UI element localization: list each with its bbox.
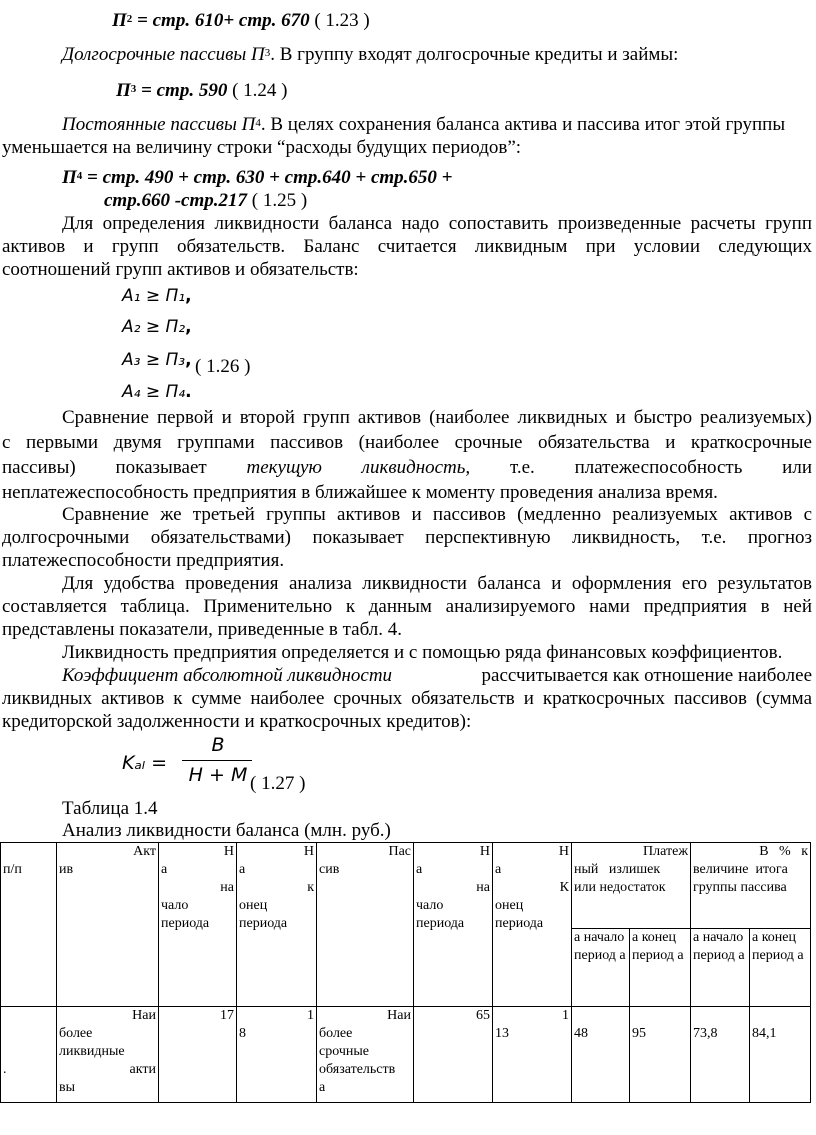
inequality-1 xyxy=(122,286,192,306)
header-start-1 xyxy=(159,843,237,1007)
fraction-bar xyxy=(182,760,252,761)
cell-text: 13 xyxy=(495,1026,509,1041)
cell-start-1 xyxy=(159,1007,237,1103)
word: т.е. xyxy=(509,457,535,478)
eq-number: ( 1.26 ) xyxy=(195,356,251,377)
cell-text: Наи xyxy=(132,1008,156,1023)
header-start-2 xyxy=(414,843,493,1007)
term: Коэффициент абсолютной ликвидности xyxy=(62,665,393,686)
header-text: а xyxy=(495,862,502,877)
eq-number: ( 1.23 ) xyxy=(309,10,370,31)
cell-text: Наи xyxy=(387,1008,411,1023)
header-percent xyxy=(691,843,811,929)
paragraph-line: платежеспособности предприятия. xyxy=(2,550,285,571)
cell-text: акти xyxy=(129,1062,156,1077)
header-aktiv xyxy=(57,843,159,1007)
header-text: Н xyxy=(558,844,569,859)
paragraph-permanent-liabilities xyxy=(62,114,785,138)
eq-number: ( 1.27 ) xyxy=(250,773,306,794)
paragraph-line: Для определения ликвидности баланса надо сопоставить произведенные расчеты групп xyxy=(62,213,812,234)
cell-text: 48 xyxy=(574,1026,588,1041)
paragraph-line xyxy=(62,665,812,687)
eq-rhs: стр.660 -стр.217 xyxy=(104,190,248,211)
table-row xyxy=(1,1007,811,1103)
equation-1-24 xyxy=(116,80,287,104)
inequality-expr: A₃ ≥ П₃ xyxy=(122,350,186,370)
header-text: периода xyxy=(495,916,544,931)
header-text: Н xyxy=(223,844,234,859)
cell-end-2 xyxy=(493,1007,572,1103)
header-text: группы пассива xyxy=(693,880,787,895)
term-sub: 3 xyxy=(264,47,271,59)
header-text: онец xyxy=(239,898,268,913)
header-text: ив xyxy=(59,862,74,877)
inequality-expr: A₁ ≥ П₁ xyxy=(122,286,186,306)
paragraph-line: Для удобства проведения анализа ликвидности баланса и оформления его результатов xyxy=(62,573,812,594)
inequality-3 xyxy=(122,350,192,370)
paragraph-line: представлены показатели, приведенные в табл. 4. xyxy=(2,619,402,640)
header-text: величине итога xyxy=(693,862,788,877)
cell-pct-end xyxy=(750,1007,811,1103)
table-title: Анализ ликвидности баланса (млн. руб.) xyxy=(62,820,391,841)
word: текущую xyxy=(246,457,322,478)
cell-start-2 xyxy=(414,1007,493,1103)
paragraph-line: долгосрочными обязательствами) показывает перспективную ликвидность, т.е. прогноз xyxy=(2,527,812,548)
header-end-1 xyxy=(237,843,317,1007)
header-text: Н xyxy=(479,844,490,859)
header-end-2 xyxy=(493,843,572,1007)
paragraph-line: составляется таблица. Применительно к данным анализируемого нами предприятия в ней xyxy=(2,596,812,617)
liquidity-table xyxy=(0,842,811,1103)
paragraph-line: Сравнение же третьей группы активов и пассивов (медленно реализуемых активов с xyxy=(62,504,812,525)
cell-text: более xyxy=(59,1026,93,1041)
header-text: Пас xyxy=(388,844,411,859)
cell-text: ликвидные xyxy=(59,1044,125,1059)
subheader-cell: а конец период а xyxy=(630,929,691,1007)
punct: , xyxy=(185,286,192,306)
header-text: Платеж xyxy=(643,844,688,859)
cell-text: 73,8 xyxy=(693,1026,718,1041)
inequality-4 xyxy=(122,382,192,402)
cell-surplus-end xyxy=(630,1007,691,1103)
cell-text: 1 xyxy=(307,1008,314,1023)
inequality-expr: A₄ ≥ П₄ xyxy=(122,382,186,402)
header-passiv xyxy=(317,843,414,1007)
paragraph-line: соотношений групп активов и обязательств: xyxy=(2,259,359,280)
header-text: или недостаток xyxy=(574,880,666,895)
subheader-cell: а начало период а xyxy=(691,929,750,1007)
equation-1-27-denominator: H + M xyxy=(188,764,248,786)
header-payment-surplus xyxy=(572,843,691,929)
header-text: ный излишек xyxy=(574,862,661,877)
cell-text: а xyxy=(319,1080,326,1095)
paragraph-line: кредиторской задолженности и краткосрочных кредитов): xyxy=(2,711,472,732)
cell-surplus-start xyxy=(572,1007,630,1103)
term-sub: 4 xyxy=(255,117,261,129)
punct: , xyxy=(185,317,192,337)
paragraph-line: Сравнение первой и второй групп активов (наиболее ликвидных и быстро реализуемых) xyxy=(62,407,812,428)
header-text: периода xyxy=(161,916,210,931)
eq-number: ( 1.25 ) xyxy=(247,190,308,211)
header-text: а xyxy=(161,862,168,877)
term: Долгосрочные пассивы П xyxy=(62,44,265,65)
paragraph-long-term-liabilities xyxy=(62,44,678,68)
header-text: на xyxy=(476,880,490,895)
paragraph-line xyxy=(2,457,812,479)
header-text: на xyxy=(220,880,234,895)
cell-text: 84,1 xyxy=(752,1026,777,1041)
header-text: онец xyxy=(495,898,524,913)
header-text: чало xyxy=(416,898,444,913)
paragraph-line: с первыми двумя группами пассивов (наиболее срочные обязательства и краткосрочные xyxy=(2,432,812,453)
eq-number: ( 1.24 ) xyxy=(227,80,288,101)
eq-lhs: П xyxy=(62,167,77,188)
word: пассивы) xyxy=(2,457,76,478)
text: рассчитывается как отношение наиболее xyxy=(481,665,812,686)
equation-1-23 xyxy=(112,10,370,34)
inequality-expr: A₂ ≥ П₂ xyxy=(122,317,186,337)
header-text: а xyxy=(416,862,423,877)
equation-1-27-lhs: Kₐₗ = xyxy=(122,752,168,774)
equation-1-27-numerator: B xyxy=(211,734,225,756)
cell-text: 8 xyxy=(239,1026,246,1041)
header-num xyxy=(1,843,57,1007)
header-text: а xyxy=(239,862,246,877)
eq-lhs: П xyxy=(112,10,127,31)
table-caption: Таблица 1.4 xyxy=(62,798,158,819)
header-text: В % к xyxy=(759,844,808,859)
header-text: К xyxy=(559,880,569,895)
word: или xyxy=(782,457,812,478)
cell-text: . xyxy=(3,1062,7,1077)
eq-sub: 2 xyxy=(126,13,133,25)
header-text: периода xyxy=(416,916,465,931)
paragraph-line: Ликвидность предприятия определяется и с помощью ряда финансовых коэффициентов. xyxy=(62,642,783,663)
paragraph-line: уменьшается на величину строки “расходы будущих периодов”: xyxy=(2,137,522,158)
subheader-cell: а начало период а xyxy=(572,929,630,1007)
eq-sub: 3 xyxy=(130,83,137,95)
eq-rhs: = стр. 590 xyxy=(136,80,228,101)
header-text: сив xyxy=(319,862,340,877)
punct: , xyxy=(185,350,192,370)
text: . В группу входят долгосрочные кредиты и займы: xyxy=(270,44,679,65)
subheader-cell: а конец период а xyxy=(750,929,811,1007)
header-text: периода xyxy=(239,916,288,931)
equation-1-25-line1 xyxy=(62,167,453,191)
word: платежеспособность xyxy=(574,457,743,478)
eq-rhs: = стр. 490 + стр. 630 + стр.640 + стр.650 + xyxy=(82,167,453,188)
text: . В целях сохранения баланса актива и пассива итог этой группы xyxy=(260,114,786,135)
term: Постоянные пассивы П xyxy=(62,114,256,135)
paragraph-line: неплатежеспособность предприятия в ближайшее к моменту проведения анализа время. xyxy=(2,482,718,503)
header-text: п/п xyxy=(3,862,22,877)
eq-lhs: П xyxy=(116,80,131,101)
table-header-row xyxy=(1,843,811,929)
header-text: Акт xyxy=(133,844,156,859)
cell-passiv xyxy=(317,1007,414,1103)
cell-num xyxy=(1,1007,57,1103)
cell-aktiv xyxy=(57,1007,159,1103)
word: показывает xyxy=(115,457,207,478)
header-text: чало xyxy=(161,898,189,913)
cell-text: вы xyxy=(59,1080,76,1095)
cell-text: 1 xyxy=(562,1008,569,1023)
eq-sub: 4 xyxy=(76,170,83,182)
paragraph-line: активов и групп обязательств. Баланс считается ликвидным при условии следующих xyxy=(2,236,812,257)
header-text: к xyxy=(307,880,314,895)
word: ликвидность, xyxy=(361,457,471,478)
equation-1-25-line2 xyxy=(104,190,307,212)
cell-text: срочные xyxy=(319,1044,370,1059)
header-text: Н xyxy=(303,844,314,859)
cell-text: 65 xyxy=(476,1008,490,1023)
cell-text: более xyxy=(319,1026,353,1041)
cell-text: 17 xyxy=(220,1008,234,1023)
cell-pct-start xyxy=(691,1007,750,1103)
cell-text: обязательств xyxy=(319,1062,396,1077)
inequality-2 xyxy=(122,317,192,337)
cell-end-1 xyxy=(237,1007,317,1103)
paragraph-line: ликвидных активов к сумме наиболее срочных обязательств и краткосрочных пассивов (сумма xyxy=(2,688,812,709)
eq-rhs: = стр. 610+ стр. 670 xyxy=(132,10,310,31)
punct: . xyxy=(185,382,192,402)
cell-text: 95 xyxy=(632,1026,646,1041)
